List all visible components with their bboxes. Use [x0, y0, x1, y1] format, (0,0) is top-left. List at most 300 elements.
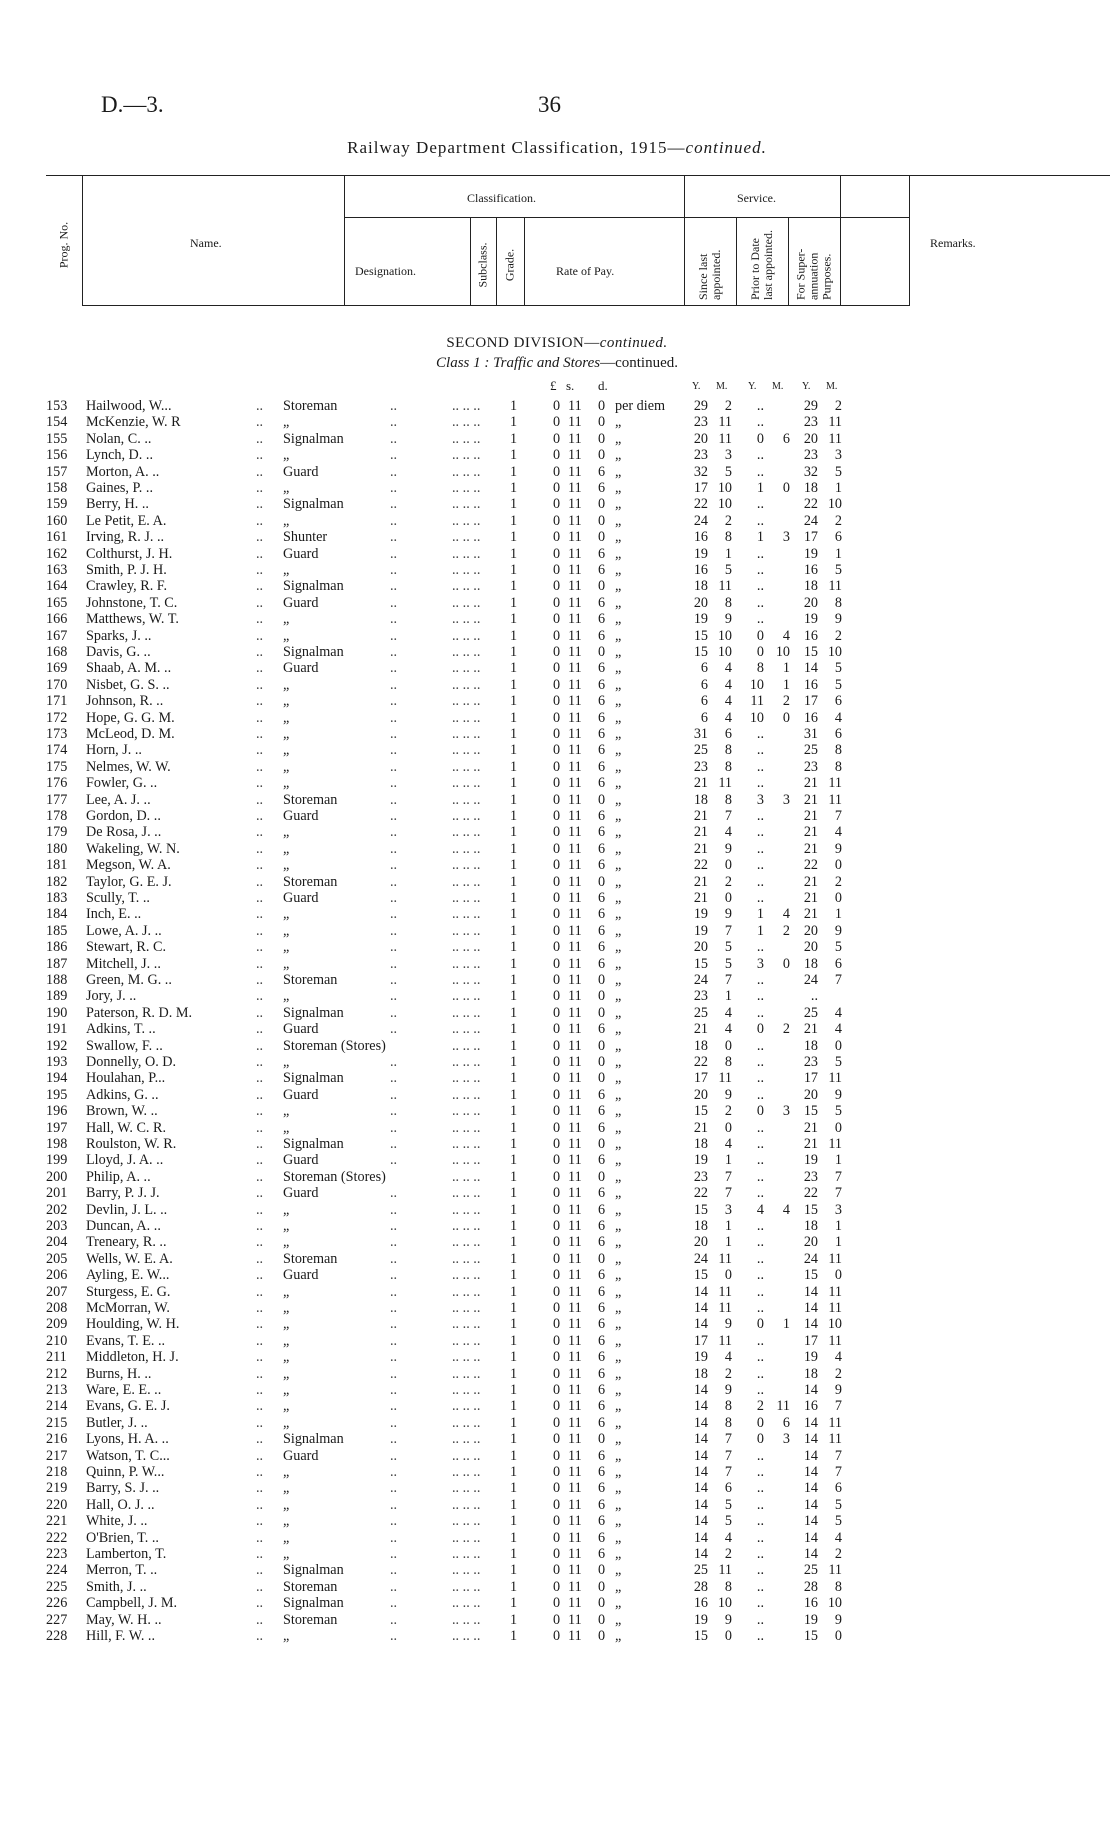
pay-pence: 6 [598, 1398, 606, 1415]
table-row [0, 890, 1114, 906]
pay-pounds: 0 [553, 594, 561, 611]
leader-dots: .. [256, 824, 264, 841]
prog-no: 215 [46, 1414, 68, 1431]
grade: 1 [510, 463, 518, 480]
super-months: 3 [834, 1201, 842, 1218]
super-years: 23 [803, 758, 818, 775]
super-years: 24 [803, 512, 818, 529]
pay-period: „ [615, 1250, 622, 1267]
leader-dots: .. .. .. [452, 1316, 481, 1333]
employee-name: Hill, F. W. .. [86, 1628, 156, 1644]
prog-no: 192 [46, 1037, 68, 1054]
table-row [0, 1136, 1114, 1152]
table-row [0, 628, 1114, 644]
since-months: 8 [724, 594, 732, 611]
super-months: 6 [834, 726, 842, 742]
pay-period: „ [615, 922, 622, 939]
header-prog-no: Prog. No. [56, 221, 71, 269]
leader-dots: .. [256, 840, 264, 857]
prior-years: .. [756, 1152, 764, 1169]
since-years: 15 [693, 1201, 708, 1218]
super-years: 23 [803, 447, 818, 464]
pay-period: „ [615, 1185, 622, 1202]
leader-dots: .. .. .. [452, 1054, 481, 1070]
grade: 1 [510, 1054, 518, 1070]
grade: 1 [510, 512, 518, 529]
super-months: 11 [828, 791, 842, 808]
grade: 1 [510, 1201, 518, 1218]
section-sub-suffix: —continued. [600, 355, 678, 371]
since-years: 23 [693, 988, 708, 1005]
since-months: 1 [724, 1234, 732, 1251]
since-years: 28 [693, 1578, 708, 1595]
leader-dots: .. [390, 627, 398, 644]
designation: „ [283, 906, 290, 923]
designation: Signalman [283, 1431, 344, 1448]
pay-pounds: 0 [553, 644, 561, 660]
pay-period: „ [615, 1332, 622, 1349]
pay-shillings: 11 [568, 1349, 582, 1366]
super-months: 10 [827, 1595, 842, 1612]
pay-shillings: 11 [568, 1578, 582, 1595]
since-years: 14 [693, 1398, 708, 1415]
prior-years: .. [756, 512, 764, 529]
prior-years: .. [756, 1070, 764, 1087]
unit-shilling: s. [566, 378, 575, 393]
since-years: 17 [693, 480, 708, 496]
leader-dots: .. .. .. [452, 1562, 481, 1579]
employee-name: Adkins, T. .. [86, 1021, 156, 1038]
pay-period: „ [615, 1414, 622, 1431]
header-remarks: Remarks. [930, 236, 976, 250]
table-row [0, 759, 1114, 775]
table-row [0, 824, 1114, 840]
super-years: 14 [803, 1414, 818, 1431]
table-row [0, 546, 1114, 562]
designation: „ [283, 1316, 290, 1333]
pay-pence: 6 [598, 1447, 606, 1464]
since-months: 5 [724, 1496, 732, 1513]
employee-name: Taylor, G. E. J. [86, 873, 172, 890]
pay-period: „ [615, 1037, 622, 1054]
since-years: 23 [693, 1168, 708, 1185]
grade: 1 [510, 709, 518, 726]
since-months: 11 [718, 1283, 732, 1300]
leader-dots: .. [256, 1382, 264, 1398]
super-years: 14 [803, 1529, 818, 1546]
pay-period: „ [615, 1382, 622, 1398]
prior-months: 2 [782, 693, 790, 710]
table-row [0, 792, 1114, 808]
prog-no: 226 [46, 1595, 68, 1612]
since-years: 20 [693, 594, 708, 611]
leader-dots: .. .. .. [452, 1103, 481, 1120]
prior-months: 2 [782, 922, 790, 939]
pay-period: „ [615, 1595, 622, 1612]
leader-dots: .. [390, 1300, 398, 1316]
since-months: 8 [724, 791, 732, 808]
grade: 1 [510, 430, 518, 447]
pay-shillings: 11 [568, 463, 582, 480]
leader-dots: .. [390, 398, 398, 414]
pay-pence: 6 [598, 709, 606, 726]
super-months: 5 [834, 676, 842, 693]
since-years: 24 [693, 972, 708, 988]
leader-dots: .. [390, 512, 398, 529]
prog-no: 198 [46, 1136, 68, 1152]
leader-dots: .. [256, 1185, 264, 1202]
prior-years: .. [756, 988, 764, 1005]
pay-pounds: 0 [553, 1300, 561, 1316]
super-years: 19 [803, 611, 818, 628]
pay-pounds: 0 [553, 775, 561, 792]
leader-dots: .. [390, 1529, 398, 1546]
leader-dots: .. .. .. [452, 1004, 481, 1021]
pay-pounds: 0 [553, 463, 561, 480]
pay-period: „ [615, 414, 622, 431]
leader-dots: .. [256, 939, 264, 956]
leader-dots: .. [256, 463, 264, 480]
pay-pence: 6 [598, 742, 606, 759]
leader-dots: .. [390, 1316, 398, 1333]
employee-name: Merron, T. .. [86, 1562, 158, 1579]
leader-dots: .. .. .. [452, 955, 481, 972]
since-months: 11 [718, 430, 732, 447]
super-months: 6 [834, 955, 842, 972]
pay-pounds: 0 [553, 676, 561, 693]
grade: 1 [510, 1185, 518, 1202]
grade: 1 [510, 1464, 518, 1480]
leader-dots: .. .. .. [452, 644, 481, 660]
prog-no: 163 [46, 562, 68, 578]
leader-dots: .. .. .. [452, 1595, 481, 1612]
designation: „ [283, 1283, 290, 1300]
leader-dots: .. .. .. [452, 906, 481, 923]
prog-no: 224 [46, 1562, 68, 1579]
super-months: 9 [834, 1611, 842, 1628]
pay-period: „ [615, 496, 622, 513]
page-title-main: Railway Department Classification, 1915— [347, 138, 686, 157]
employee-name: McKenzie, W. R [86, 414, 181, 431]
since-years: 18 [693, 1218, 708, 1234]
pay-shillings: 11 [568, 562, 582, 578]
pay-period: „ [615, 988, 622, 1005]
prior-years: .. [756, 1349, 764, 1366]
pay-pounds: 0 [553, 545, 561, 562]
table-row [0, 1070, 1114, 1086]
pay-shillings: 11 [568, 529, 582, 546]
since-years: 19 [693, 611, 708, 628]
super-months: 11 [828, 1562, 842, 1579]
leader-dots: .. .. .. [452, 512, 481, 529]
since-months: 6 [724, 726, 732, 742]
pay-shillings: 11 [568, 512, 582, 529]
since-years: 14 [693, 1464, 708, 1480]
prog-no: 181 [46, 857, 68, 874]
pay-pence: 6 [598, 627, 606, 644]
prog-no: 177 [46, 791, 68, 808]
pay-pounds: 0 [553, 1611, 561, 1628]
grade: 1 [510, 906, 518, 923]
leader-dots: .. [256, 1447, 264, 1464]
leader-dots: .. [390, 578, 398, 595]
leader-dots: .. .. .. [452, 447, 481, 464]
table-row [0, 595, 1114, 611]
super-years: 19 [803, 545, 818, 562]
prior-years: .. [756, 1562, 764, 1579]
grade: 1 [510, 840, 518, 857]
super-months: 1 [834, 1218, 842, 1234]
pay-period: „ [615, 611, 622, 628]
leader-dots: .. [256, 1546, 264, 1562]
table-row [0, 956, 1114, 972]
pay-shillings: 11 [568, 1037, 582, 1054]
prog-no: 203 [46, 1218, 68, 1234]
since-years: 15 [693, 644, 708, 660]
leader-dots: .. .. .. [452, 1136, 481, 1152]
employee-name: Swallow, F. .. [86, 1037, 163, 1054]
pay-period: „ [615, 1546, 622, 1562]
grade: 1 [510, 1086, 518, 1103]
leader-dots: .. [256, 1480, 264, 1497]
prior-years: .. [756, 1332, 764, 1349]
prior-years: 11 [750, 693, 764, 710]
since-months: 0 [724, 857, 732, 874]
grade: 1 [510, 972, 518, 988]
leader-dots: .. .. .. [452, 726, 481, 742]
designation: „ [283, 857, 290, 874]
super-months: 7 [834, 1398, 842, 1415]
pay-pence: 0 [598, 873, 606, 890]
leader-dots: .. [256, 1054, 264, 1070]
leader-dots: .. [256, 1267, 264, 1284]
leader-dots: .. .. .. [452, 939, 481, 956]
since-years: 20 [693, 430, 708, 447]
super-months: 3 [834, 447, 842, 464]
leader-dots: .. [390, 1103, 398, 1120]
leader-dots: .. .. .. [452, 480, 481, 496]
pay-pence: 6 [598, 1365, 606, 1382]
super-years: 19 [803, 1349, 818, 1366]
pay-pence: 6 [598, 562, 606, 578]
employee-name: Gordon, D. .. [86, 808, 161, 824]
table-row [0, 1349, 1114, 1365]
designation: Storeman [283, 873, 338, 890]
super-months: 5 [834, 1496, 842, 1513]
employee-name: Lee, A. J. .. [86, 791, 151, 808]
employee-name: Hailwood, W... [86, 398, 172, 414]
employee-name: Lamberton, T. [86, 1546, 167, 1562]
leader-dots: .. .. .. [452, 1218, 481, 1234]
since-months: 9 [724, 611, 732, 628]
leader-dots: .. [256, 857, 264, 874]
pay-pounds: 0 [553, 955, 561, 972]
designation: „ [283, 1480, 290, 1497]
since-months: 0 [724, 1037, 732, 1054]
pay-shillings: 11 [568, 1595, 582, 1612]
pay-period: „ [615, 1283, 622, 1300]
leader-dots: .. .. .. [452, 676, 481, 693]
leader-dots: .. [256, 496, 264, 513]
super-years: 21 [803, 1119, 818, 1136]
pay-shillings: 11 [568, 660, 582, 677]
pay-shillings: 11 [568, 1168, 582, 1185]
super-years: 15 [803, 1628, 818, 1644]
pay-pence: 0 [598, 1578, 606, 1595]
super-months: 11 [828, 1332, 842, 1349]
pay-period: „ [615, 1004, 622, 1021]
pay-shillings: 11 [568, 1562, 582, 1579]
pay-pence: 0 [598, 430, 606, 447]
employee-name: Middleton, H. J. [86, 1349, 179, 1366]
prog-no: 210 [46, 1332, 68, 1349]
employee-name: Houlding, W. H. [86, 1316, 180, 1333]
super-years: 20 [803, 430, 818, 447]
pay-shillings: 11 [568, 1447, 582, 1464]
super-months: 5 [834, 1054, 842, 1070]
super-months: 1 [834, 480, 842, 496]
leader-dots: .. .. .. [452, 1349, 481, 1366]
prog-no: 171 [46, 693, 68, 710]
since-years: 15 [693, 1628, 708, 1644]
table-row [0, 1120, 1114, 1136]
section-sub-italic: Traffic and Stores [493, 355, 601, 371]
since-months: 7 [724, 1464, 732, 1480]
pay-shillings: 11 [568, 857, 582, 874]
table-row [0, 1448, 1114, 1464]
since-months: 9 [724, 1611, 732, 1628]
pay-shillings: 11 [568, 955, 582, 972]
pay-pence: 6 [598, 676, 606, 693]
since-years: 15 [693, 955, 708, 972]
since-months: 8 [724, 529, 732, 546]
leader-dots: .. [256, 512, 264, 529]
leader-dots: .. .. .. [452, 1529, 481, 1546]
table-row [0, 1579, 1114, 1595]
super-months: 11 [828, 1283, 842, 1300]
table-row [0, 1169, 1114, 1185]
prior-years: .. [756, 594, 764, 611]
table-row [0, 775, 1114, 791]
since-months: 11 [718, 1332, 732, 1349]
super-years: 21 [803, 906, 818, 923]
leader-dots: .. .. .. [452, 693, 481, 710]
leader-dots: .. [390, 1578, 398, 1595]
prior-months: 4 [782, 906, 790, 923]
pay-shillings: 11 [568, 1152, 582, 1169]
leader-dots: .. [390, 1414, 398, 1431]
pay-period: „ [615, 1480, 622, 1497]
super-months: 0 [834, 1267, 842, 1284]
employee-name: Irving, R. J. .. [86, 529, 165, 546]
leader-dots: .. [256, 873, 264, 890]
grade: 1 [510, 1546, 518, 1562]
pay-pence: 6 [598, 1218, 606, 1234]
pay-shillings: 11 [568, 840, 582, 857]
leader-dots: .. .. .. [452, 873, 481, 890]
grade: 1 [510, 1349, 518, 1366]
prior-years: 3 [756, 955, 764, 972]
prog-no: 206 [46, 1267, 68, 1284]
prog-no: 170 [46, 676, 68, 693]
leader-dots: .. [390, 693, 398, 710]
leader-dots: .. .. .. [452, 611, 481, 628]
pay-shillings: 11 [568, 1382, 582, 1398]
super-months: 6 [834, 693, 842, 710]
grade: 1 [510, 1513, 518, 1530]
employee-name: White, J. .. [86, 1513, 148, 1530]
table-row [0, 939, 1114, 955]
prior-years: .. [756, 611, 764, 628]
leader-dots: .. [390, 1595, 398, 1612]
designation: Storeman [283, 1611, 338, 1628]
employee-name: Ayling, E. W... [86, 1267, 170, 1284]
grade: 1 [510, 562, 518, 578]
header-subclass: Subclass. [475, 242, 490, 288]
since-years: 22 [693, 1185, 708, 1202]
super-months: 11 [828, 1431, 842, 1448]
super-years: 20 [803, 939, 818, 956]
prog-no: 169 [46, 660, 68, 677]
designation: Guard [283, 463, 319, 480]
designation: Signalman [283, 578, 344, 595]
designation: „ [283, 1513, 290, 1530]
pay-pounds: 0 [553, 709, 561, 726]
prior-months: 3 [782, 529, 790, 546]
prior-years: .. [756, 873, 764, 890]
since-months: 1 [724, 988, 732, 1005]
leader-dots: .. [256, 693, 264, 710]
pay-pounds: 0 [553, 1349, 561, 1366]
designation: „ [283, 1546, 290, 1562]
header-grade: Grade. [502, 248, 517, 282]
super-years: 17 [803, 1070, 818, 1087]
leader-dots: .. [256, 1349, 264, 1366]
prog-no: 212 [46, 1365, 68, 1382]
pay-pence: 6 [598, 1480, 606, 1497]
table-row [0, 1497, 1114, 1513]
pay-pence: 0 [598, 1037, 606, 1054]
header-classification: Classification. [467, 191, 536, 205]
employee-name: Evans, T. E. .. [86, 1332, 166, 1349]
pay-shillings: 11 [568, 1234, 582, 1251]
pay-pence: 6 [598, 857, 606, 874]
prog-no: 195 [46, 1086, 68, 1103]
pay-shillings: 11 [568, 1218, 582, 1234]
leader-dots: .. [256, 414, 264, 431]
since-years: 16 [693, 1595, 708, 1612]
leader-dots: .. [256, 578, 264, 595]
prog-no: 162 [46, 545, 68, 562]
leader-dots: .. [390, 1201, 398, 1218]
table-row [0, 398, 1114, 414]
pay-period: „ [615, 1513, 622, 1530]
grade: 1 [510, 1152, 518, 1169]
leader-dots: .. .. .. [452, 545, 481, 562]
leader-dots: .. [256, 1218, 264, 1234]
since-years: 18 [693, 1136, 708, 1152]
super-years: 16 [803, 1595, 818, 1612]
prog-no: 223 [46, 1546, 68, 1562]
since-months: 9 [724, 840, 732, 857]
prog-no: 156 [46, 447, 68, 464]
unit-pound: £ [550, 378, 557, 393]
leader-dots: .. [390, 1611, 398, 1628]
leader-dots: .. .. .. [452, 988, 481, 1005]
grade: 1 [510, 1529, 518, 1546]
pay-pounds: 0 [553, 1037, 561, 1054]
since-months: 0 [724, 1267, 732, 1284]
